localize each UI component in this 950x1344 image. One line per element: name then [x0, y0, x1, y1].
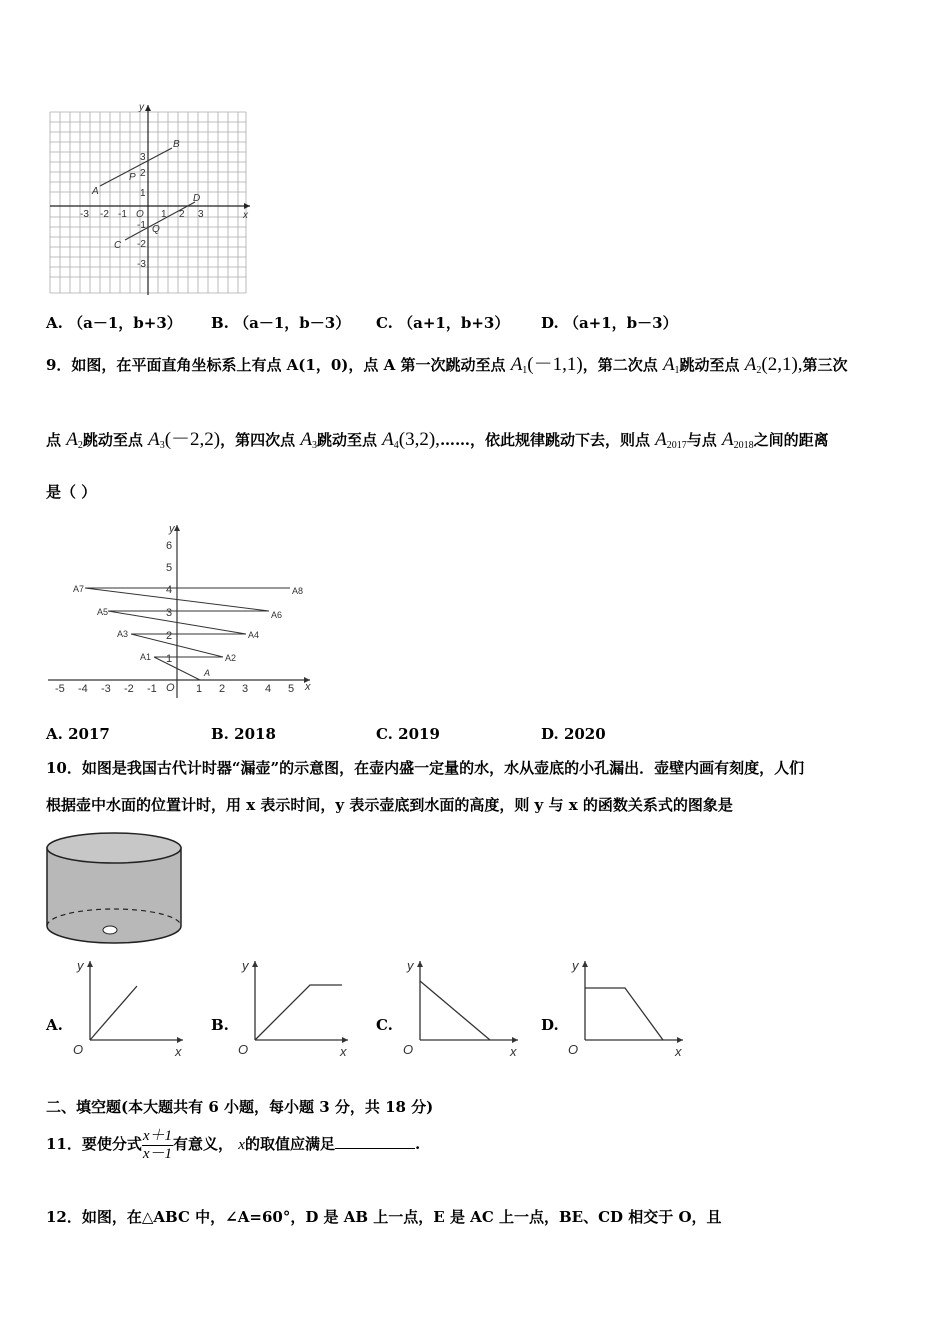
point-b-label: B — [173, 139, 180, 150]
label-a7: A7 — [73, 584, 85, 594]
x-tick: -2 — [124, 683, 134, 695]
label-a2: A2 — [225, 653, 237, 663]
q10-option-a-graph[interactable] — [70, 955, 190, 1065]
point-a-label: A — [92, 186, 99, 197]
q9-option-c[interactable]: C. 2019 — [376, 725, 440, 743]
point-q-label: Q — [152, 224, 160, 235]
label-a6: A6 — [271, 610, 283, 620]
q10-line-2: 根据壶中水面的位置计时，用 x 表示时间，y 表示壶底到水面的高度，则 y 与 x 的函数关系式的图象是 — [46, 796, 733, 814]
label-a: A — [204, 668, 211, 678]
label-a3: A3 — [117, 629, 129, 639]
x-tick: -3 — [80, 209, 89, 220]
x-tick: 2 — [179, 209, 185, 220]
svg-text:x: x — [175, 1044, 182, 1059]
svg-text:y: y — [407, 958, 414, 973]
q12-line: 12．如图，在△ABC 中，∠A=60°，D 是 AB 上一点，E 是 AC 上一点，BE、CD 相交于 O，且 — [46, 1208, 722, 1226]
svg-text:O: O — [403, 1042, 414, 1057]
origin-label: O — [166, 682, 175, 694]
q8-option-c[interactable]: C. （a+1，b+3） — [376, 314, 510, 332]
x-tick: 3 — [242, 683, 249, 695]
x-tick: -2 — [100, 209, 109, 220]
q9-jump-graph — [45, 520, 320, 700]
segment-ab — [100, 148, 172, 186]
q10-line-1: 10．如图是我国古代计时器“漏壶”的示意图，在壶内盛一定量的水，水从壶底的小孔漏出．壶壁内画有刻度，人们 — [46, 759, 805, 777]
q9-line-3: 是（ ） — [46, 483, 97, 501]
x-tick: 3 — [198, 209, 204, 220]
section-2-title: 二、填空题(本大题共有 6 小题，每小题 3 分，共 18 分) — [46, 1098, 434, 1116]
svg-text:O: O — [238, 1042, 249, 1057]
point-p-label: P — [129, 172, 136, 183]
y-tick: -1 — [137, 220, 146, 231]
svg-text:y: y — [77, 958, 84, 973]
point-c-label: C — [114, 240, 122, 251]
y-tick: 1 — [166, 653, 173, 665]
y-tick: 2 — [166, 630, 173, 642]
q9-option-d[interactable]: D. 2020 — [541, 725, 606, 743]
x-tick: 4 — [265, 683, 272, 695]
x-tick: 2 — [219, 683, 226, 695]
y-tick: 4 — [166, 584, 173, 596]
svg-text:y: y — [242, 958, 249, 973]
x-tick: -4 — [78, 683, 88, 695]
q8-option-d[interactable]: D. （a+1，b－3） — [541, 314, 678, 332]
q10-option-b-letter[interactable]: B. — [211, 1016, 229, 1034]
q11-answer-blank[interactable] — [335, 1134, 415, 1149]
q9-option-a[interactable]: A. 2017 — [46, 725, 110, 743]
label-a1: A1 — [140, 652, 152, 662]
label-a8: A8 — [292, 586, 304, 596]
y-tick: 5 — [166, 562, 173, 574]
segment-cd — [125, 202, 195, 240]
y-tick: 1 — [140, 188, 146, 199]
q10-option-c-graph[interactable] — [400, 955, 525, 1065]
label-a5: A5 — [97, 607, 109, 617]
q8-coordinate-grid — [45, 100, 260, 300]
q11-fraction: $\frac{x+1}{x-1}$ — [142, 1127, 173, 1162]
svg-text:x: x — [340, 1044, 347, 1059]
x-axis-label: x — [243, 210, 248, 221]
x-tick: -5 — [55, 683, 65, 695]
q10-option-d-graph[interactable] — [565, 955, 690, 1065]
y-tick: -3 — [137, 259, 146, 270]
q10-option-b-graph[interactable] — [235, 955, 355, 1065]
q8-option-b[interactable]: B. （a－1，b－3） — [211, 314, 351, 332]
label-a4: A4 — [248, 630, 260, 640]
q8-option-a[interactable]: A. （a－1，b+3） — [46, 314, 182, 332]
y-tick: -2 — [137, 239, 146, 250]
q11-line: 11．要使分式 $\frac{x+1}{x-1}$ 有意义， x的取值应满足 . — [46, 1127, 421, 1162]
svg-text:x: x — [675, 1044, 682, 1059]
q10-option-a-letter[interactable]: A. — [46, 1016, 63, 1034]
q10-option-c-letter[interactable]: C. — [376, 1016, 393, 1034]
x-tick: -1 — [147, 683, 157, 695]
x-tick: 5 — [288, 683, 295, 695]
x-tick: -1 — [118, 209, 127, 220]
svg-text:x: x — [510, 1044, 517, 1059]
y-axis-label: y — [139, 102, 144, 113]
y-axis-label: y — [169, 523, 175, 535]
x-tick: 1 — [196, 683, 203, 695]
x-tick: 1 — [161, 209, 167, 220]
y-tick: 3 — [166, 607, 173, 619]
y-tick: 6 — [166, 540, 173, 552]
y-tick: 3 — [140, 152, 146, 163]
q9-option-b[interactable]: B. 2018 — [211, 725, 276, 743]
leaking-pot-illustration — [42, 828, 187, 950]
drain-hole — [103, 926, 117, 934]
q9-line-1: 9．如图，在平面直角坐标系上有点 A(1，0)，点 A 第一次跳动至点 $A_1(-1,1)$，第二次点 $A_1$跳动至点 $A_2(2,1)$,第三次 — [46, 354, 848, 376]
point-d-label: D — [193, 193, 201, 204]
x-tick: -3 — [101, 683, 111, 695]
y-tick: 2 — [140, 168, 146, 179]
q9-line-2: 点 $A_2$跳动至点 $A_3(-2,2)$，第四次点 $A_3$跳动至点 $A_4(3,2),\dots\dots$，依此规律跳动下去，则点 $A_{2017}$与点 $A_{2018}$之间的距离 — [46, 429, 829, 451]
svg-text:O: O — [568, 1042, 579, 1057]
svg-text:y: y — [572, 958, 579, 973]
svg-text:O: O — [73, 1042, 84, 1057]
x-axis-label: x — [305, 681, 311, 693]
origin-label: O — [136, 209, 144, 220]
q10-option-d-letter[interactable]: D. — [541, 1016, 559, 1034]
